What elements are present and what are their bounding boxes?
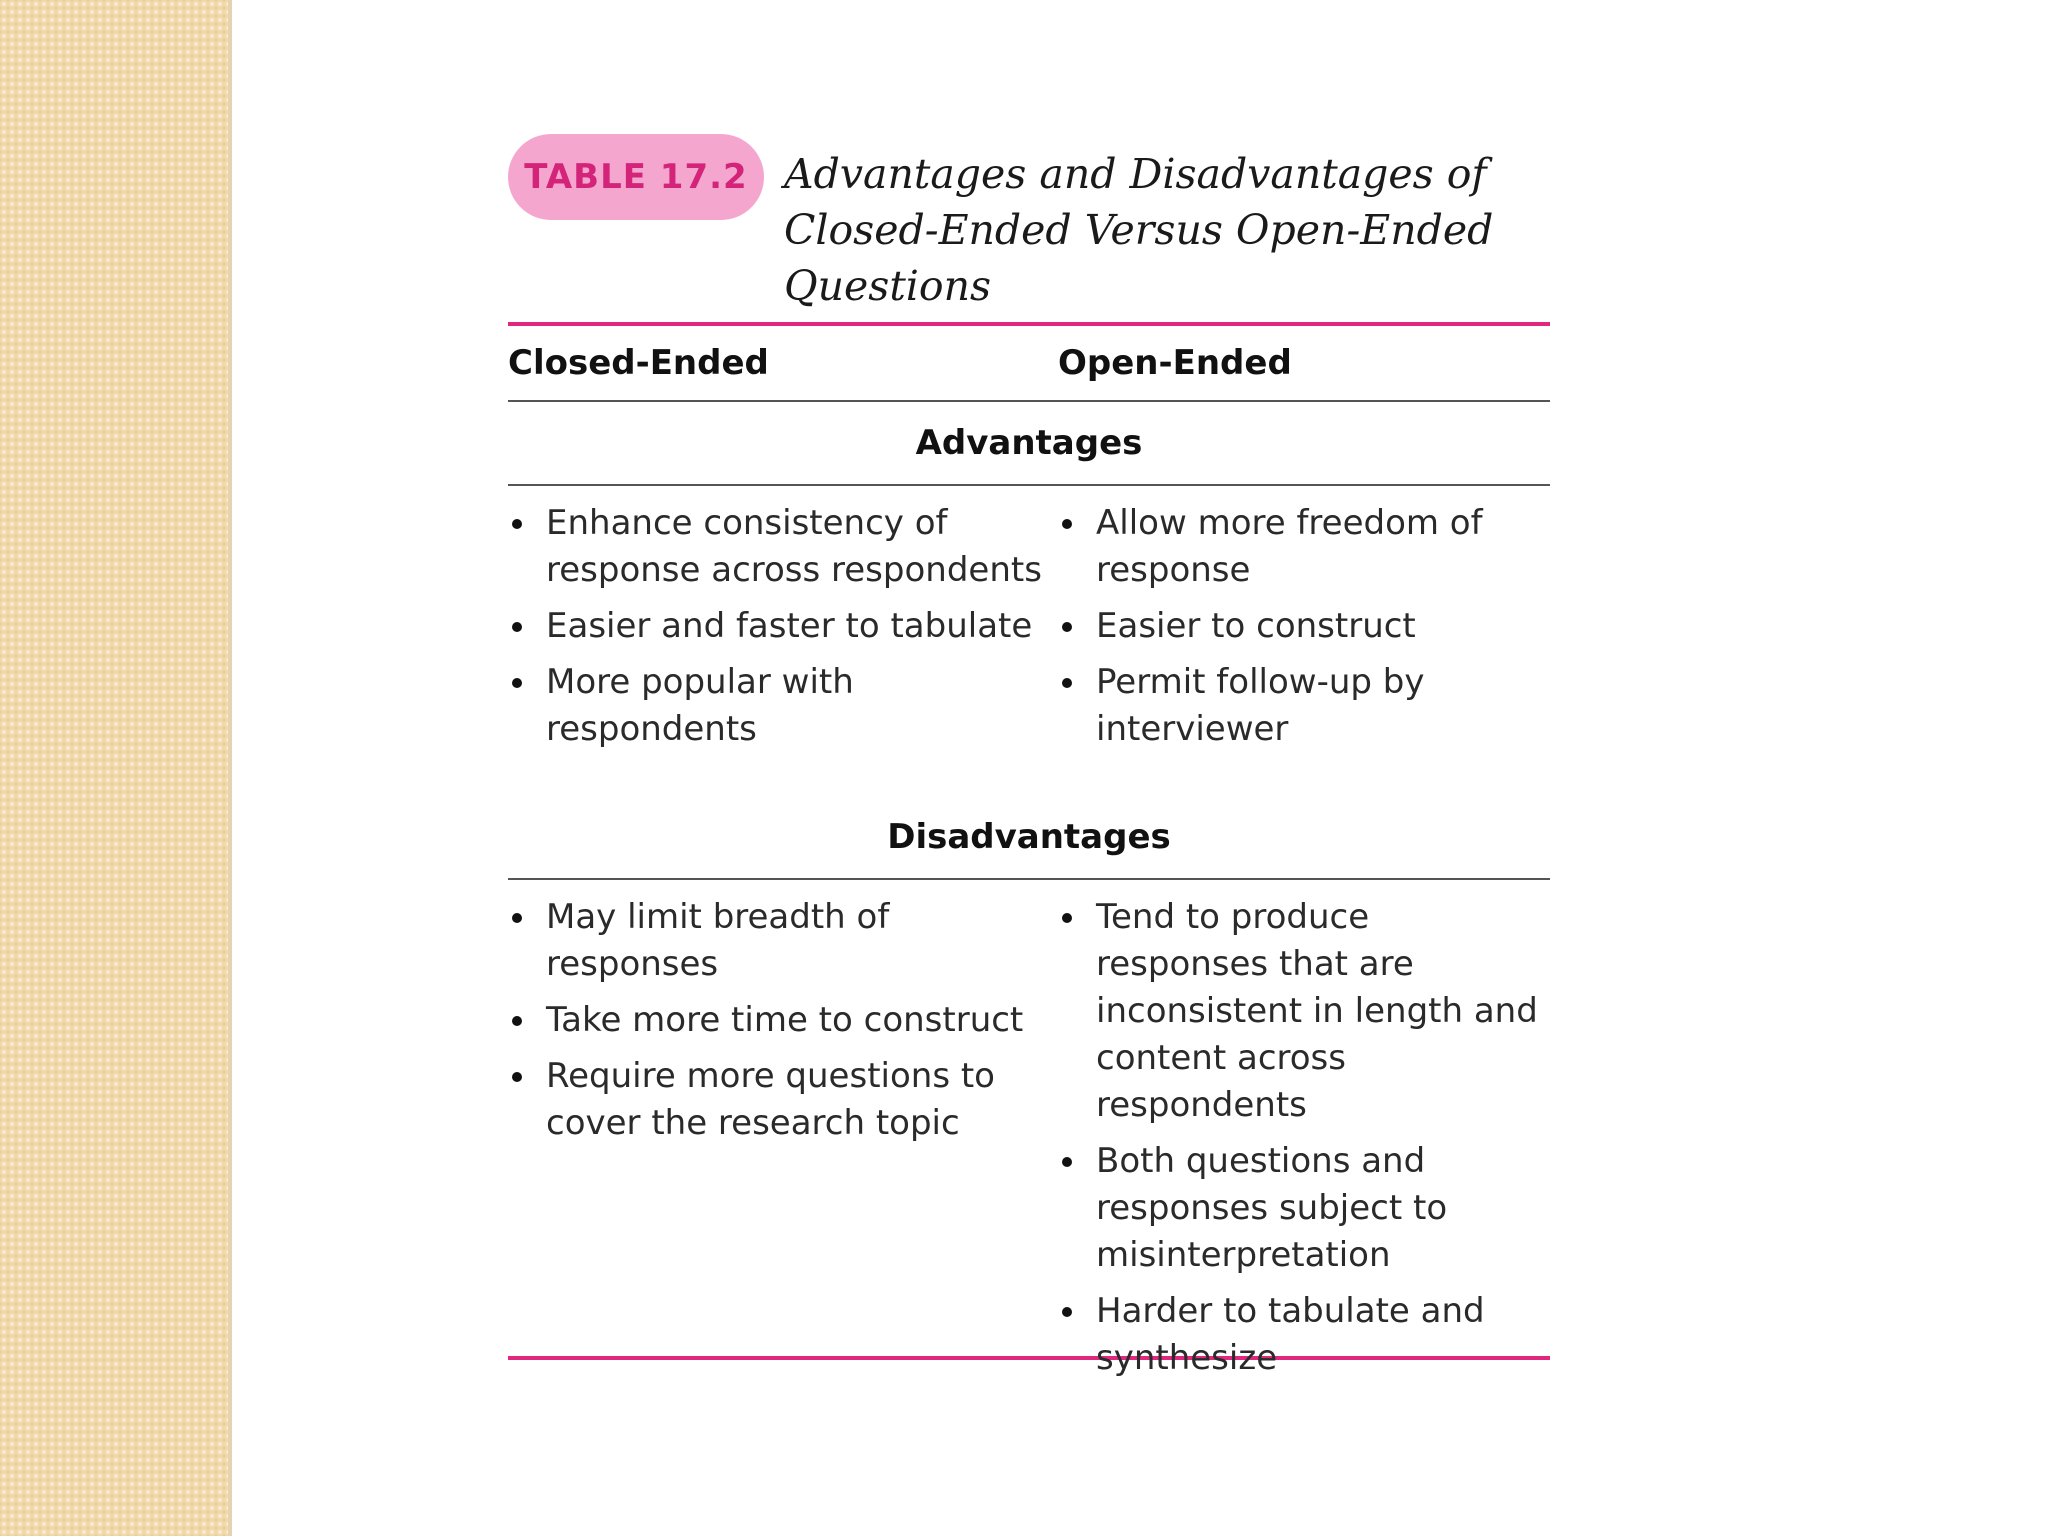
list-item [1058,1138,1550,1279]
list-item [1058,1288,1550,1382]
bullet-icon [512,1072,522,1082]
bullet-icon [512,913,522,923]
list-item-text: Tend to produce responses that are inconsistent in length and content across respondents [1096,897,1538,1125]
decorative-side-strip [0,0,228,1536]
side-strip-edge [228,0,232,1536]
list-item-text: Require more questions to cover the research topic [546,1056,995,1143]
list-item-text: Harder to tabulate and synthesize [1096,1291,1485,1378]
advantages-closed-ended [508,500,1058,796]
bullet-icon [1062,678,1072,688]
list-item [1058,603,1550,650]
list-item-text: Easier to construct [1096,606,1416,646]
list-item [508,1053,1058,1147]
list-item-text: Easier and faster to tabulate [546,606,1033,646]
section-body-disadvantages [508,880,1550,1378]
section-body-advantages [508,486,1550,796]
section-heading-disadvantages: Disadvantages [887,817,1171,857]
bullet-icon [1062,1307,1072,1317]
list-item [508,894,1058,988]
list-item [508,997,1058,1044]
list-item [508,659,1058,753]
list-item-text: Permit follow-up by interviewer [1096,662,1425,749]
list-item [1058,659,1550,753]
table-title-line: Questions [784,262,992,310]
table-title-line: Advantages and Disadvantages of [784,150,1487,198]
disadvantages-closed-ended [508,894,1058,1356]
list-item [508,500,1058,594]
disadvantages-open-ended [1058,894,1550,1378]
bullet-icon [512,1016,522,1026]
bullet-icon [1062,622,1072,632]
list-item [508,603,1058,650]
list-item-text: May limit breadth of responses [546,897,890,984]
column-headers [508,326,1550,400]
list-item-text: Enhance consistency of response across respondents [546,503,1042,590]
column-header-open-ended: Open-Ended [1058,343,1292,383]
comparison-table [508,132,1550,1378]
bullet-list [508,894,1058,1147]
bullet-icon [512,678,522,688]
list-item-text: Both questions and responses subject to misinterpretation [1096,1141,1448,1275]
bullet-icon [1062,913,1072,923]
list-item [1058,894,1550,1129]
table-title [784,146,1504,314]
section-heading-advantages: Advantages [915,423,1143,463]
bullet-list [1058,894,1550,1382]
list-item-text: Take more time to construct [546,1000,1024,1040]
table-title-line: Closed-Ended Versus Open-Ended [784,206,1494,254]
bullet-icon [1062,1157,1072,1167]
column-header-closed-ended: Closed-Ended [508,343,769,383]
advantages-open-ended [1058,500,1550,796]
table-header [508,132,1550,322]
bullet-icon [512,519,522,529]
list-item-text: More popular with respondents [546,662,854,749]
bullet-list [1058,500,1550,753]
bullet-list [508,500,1058,753]
table-number-badge: TABLE 17.2 [508,134,764,220]
list-item-text: Allow more freedom of response [1096,503,1483,590]
bullet-icon [1062,519,1072,529]
list-item [1058,500,1550,594]
bullet-icon [512,622,522,632]
